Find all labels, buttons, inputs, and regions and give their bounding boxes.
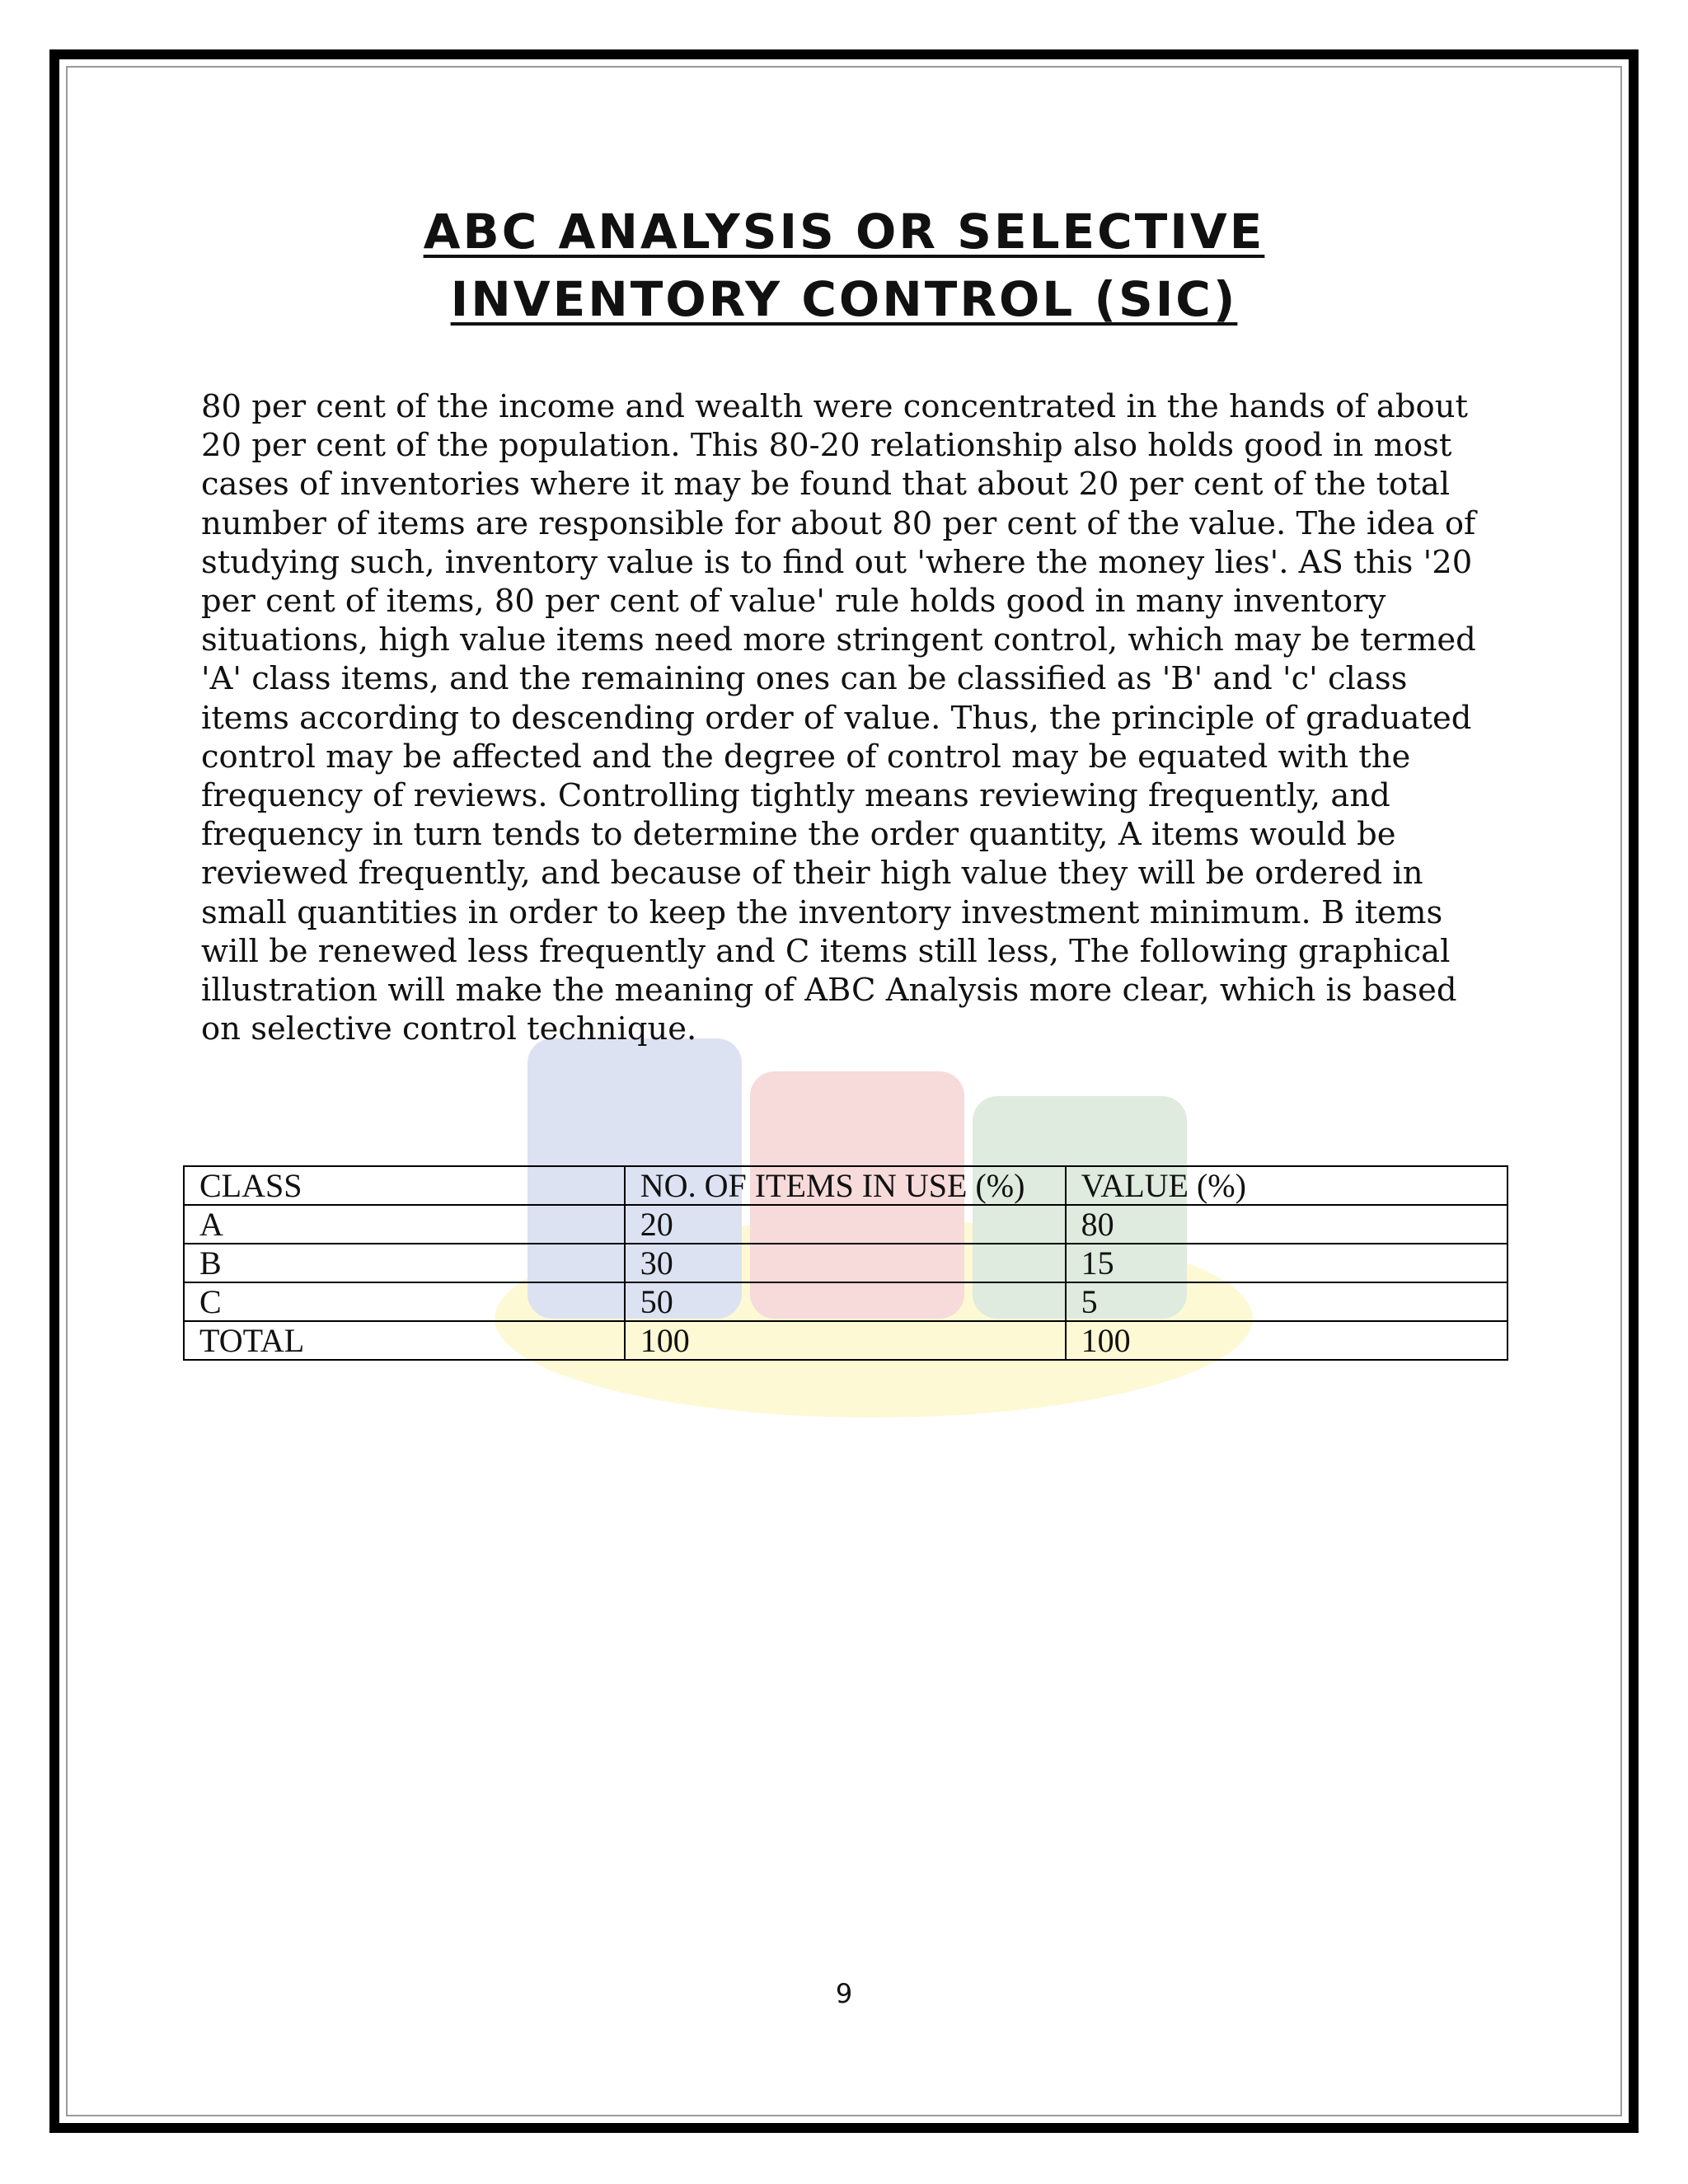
- table-header-row: [184, 1166, 1507, 1205]
- cell-items-percent: 100: [625, 1321, 1066, 1360]
- body-paragraph: 80 per cent of the income and wealth were concentrated in the hands of about 20 per cent of the population. This 80-20 relationship also holds good in most cases of inventories where it may be found that about 20 per cent of the total number of items are responsible for about 80 per cent of the value. The idea of studying such, inventory value is to find out 'where the money lies'. AS this '20 per cent of items, 80 per cent of value' rule holds good in many inventory situations, high value items need more stringent control, which may be termed 'A' class items, and the remaining ones can be classified as 'B' and 'c' class items according to descending order of value. Thus, the principle of graduated control may be affected and the degree of control may be equated with the frequency of reviews. Controlling tightly means reviewing frequently, and frequency in turn tends to determine the order quantity, A items would be reviewed frequently, and because of their high value they will be ordered in small quantities in order to keep the inventory investment minimum. B items will be renewed less frequently and C items still less, The following graphical illustration will make the meaning of ABC Analysis more clear, which is based on selective control technique.: [201, 388, 1476, 1048]
- page-number: 9: [835, 1978, 853, 2009]
- table-row: [184, 1244, 1507, 1282]
- table-row-total: [184, 1321, 1507, 1360]
- cell-class: TOTAL: [184, 1321, 625, 1360]
- table-row: [184, 1282, 1507, 1321]
- cell-value-percent: 5: [1066, 1282, 1507, 1321]
- table-row: [184, 1205, 1507, 1244]
- cell-class: A: [184, 1205, 625, 1244]
- abc-classification-table: [183, 1165, 1508, 1361]
- cell-items-percent: 20: [625, 1205, 1066, 1244]
- header-class: CLASS: [184, 1166, 625, 1205]
- header-items-percent: NO. OF ITEMS IN USE (%): [625, 1166, 1066, 1205]
- page-title: [0, 198, 1688, 333]
- cell-value-percent: 15: [1066, 1244, 1507, 1282]
- cell-class: B: [184, 1244, 625, 1282]
- cell-items-percent: 30: [625, 1244, 1066, 1282]
- header-value-percent: VALUE (%): [1066, 1166, 1507, 1205]
- cell-class: C: [184, 1282, 625, 1321]
- cell-value-percent: 80: [1066, 1205, 1507, 1244]
- cell-items-percent: 50: [625, 1282, 1066, 1321]
- cell-value-percent: 100: [1066, 1321, 1507, 1360]
- title-line-2: INVENTORY CONTROL (SIC): [450, 271, 1238, 327]
- title-line-1: ABC ANALYSIS OR SELECTIVE: [423, 204, 1265, 260]
